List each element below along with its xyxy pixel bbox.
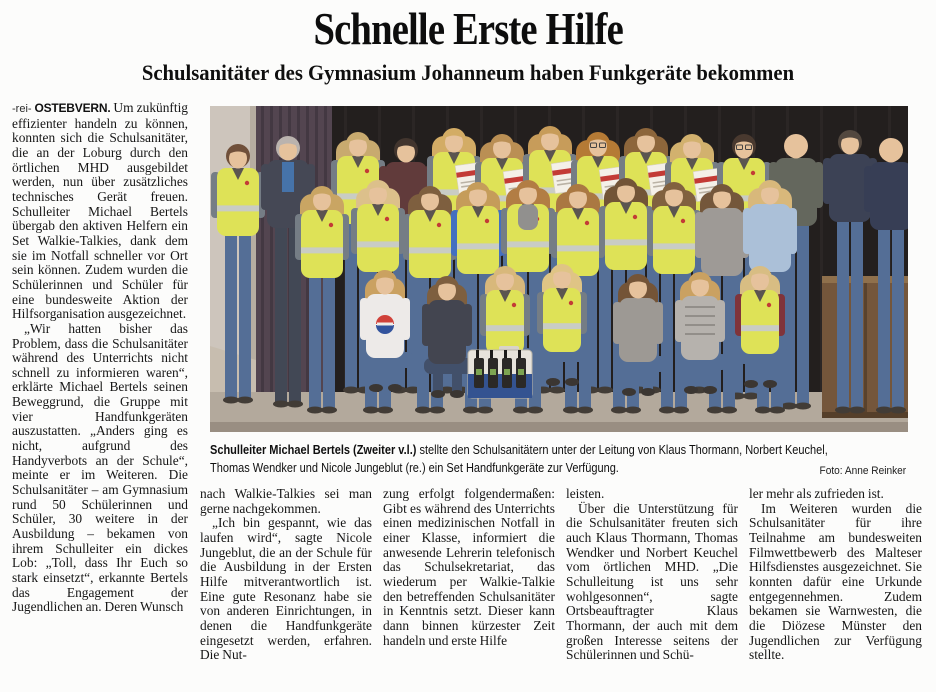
article-subtitle [0, 60, 936, 86]
article-column-4 [566, 487, 738, 672]
group-photo-illustration [210, 106, 908, 432]
article-subtitle-text: Schulsanitäter des Gymnasium Johanneum haben Funkgeräte bekommen [141, 60, 795, 85]
photo-caption-lead: Schulleiter Michael Bertels (Zweiter v.l.) [210, 443, 417, 457]
photo-caption-rest: stellte den Schulsanitätern unter der Leitung von Klaus Thormann, Norbert Keuchel, [416, 443, 828, 457]
photo-credit: Foto: Anne Reinker [819, 465, 906, 477]
byline: -rei- [12, 103, 35, 115]
article-paragraph: leisten. [566, 487, 605, 501]
article-column-5 [749, 487, 922, 672]
article-paragraph: „Ich bin gespannt, wie das laufen wird“, sagte Nicole Jungeblut, die an der Schule für die Ausbildung in der Ersten Hilfe mitverantwortlich ist. Eine gute Resonanz habe sie von anderen Einrichtungen, in denen die Handfunkgeräte eingesetzt werden, erfahren. Die Nut- [200, 515, 372, 663]
article-title-text: Schnelle Erste Hilfe [313, 3, 623, 54]
dateline: OSTEBVERN. [34, 101, 114, 115]
photo-caption-line2: Thomas Wendker und Nicole Jungeblut (re.) ein Set Handfunkgeräte zur Verfügung. [210, 461, 619, 475]
photo-caption-line1 [210, 441, 828, 459]
article-title [0, 4, 936, 54]
article-paragraph: ler mehr als zufrieden ist. [749, 487, 884, 501]
article-column-2 [200, 487, 372, 672]
article-paragraph: Im Weiteren wurden die Schulsanitäter für ihre Teilnahme am bundesweiten Filmwettbewerb des Malteser Hilfsdienstes ausgezeichnet. Sie konnten dafür eine Urkunde entgegennehmen. Zudem bekamen sie Warnwesten, die die Diözese Münster den Jugendlichen zur Verfügung stellte. [749, 500, 922, 663]
article-column-3 [383, 487, 555, 672]
article-photo [210, 106, 908, 432]
article-paragraph: „Wir hatten bisher das Problem, dass die Schulsanitäter während des Unterrichts nicht schnell zu informieren waren“, erklärte Michael Bertels seinen Beweggrund, die Gruppe mit vier Handfunkgeräten auszustatten. „Anders ging es nicht, aufgrund des Handyverbots an der Schule“, meinte er im Weiteren. Die Schulsanitäter – am Gymnasium rund 50 Schülerinnen und Schüler, 30 weitere in der Ausbildung – bekamen von ihrem Schulleiter ein dickes Lob: „Toll, dass Ihr Euch so stark einsetzt“, erkannte Bertels das Engagement der Jugendlichen an. Deren Wunsch [12, 320, 188, 615]
photo-caption [210, 441, 908, 483]
article-paragraph: -rei- OSTEBVERN. Um zukünftig effizienter handeln zu können, konnten sich die Schulsanitäter, die an der Loburg durch den örtlichen MHD ausgebildet werden, nun über zusätzliches technisches Gerät freuen. Schulleiter Michael Bertels übergab den aktiven Helfern ein Set Walkie-Talkies, dank dem sie im Notfall schneller vor Ort sein können. Zudem wurden die Schülerinnen und Schüler für eine bundesweite Aktion der Hilfsorganisation ausgezeichnet. [12, 101, 188, 322]
article-paragraph: zung erfolgt folgendermaßen: Gibt es während des Unterrichts einen medizinischen Notfall in einer Klasse, informiert die anwesende Lehrerin telefonisch das Schulsekretariat, das wiederum per Walkie-Talkie den betreffenden Schulsanitäter in Kenntnis setzt. Dieser kann dann binnen kürzester Zeit handeln und erste Hilfe [383, 487, 555, 648]
article-paragraph: nach Walkie-Talkies sei man gerne nachgekommen. [200, 487, 372, 516]
article-paragraph: Über die Unterstützung für die Schulsanitäter freuten sich auch Klaus Thormann, Thomas Wendker und Norbert Keuchel vom örtlichen MHD. „Die Schulleitung ist uns sehr wohlgesonnen“, sagte Ortsbeauftragter Klaus Thormann, der auch mit dem großen Interesse seitens der Schülerinnen und Schü- [566, 500, 738, 663]
article-column-1 [12, 101, 188, 667]
